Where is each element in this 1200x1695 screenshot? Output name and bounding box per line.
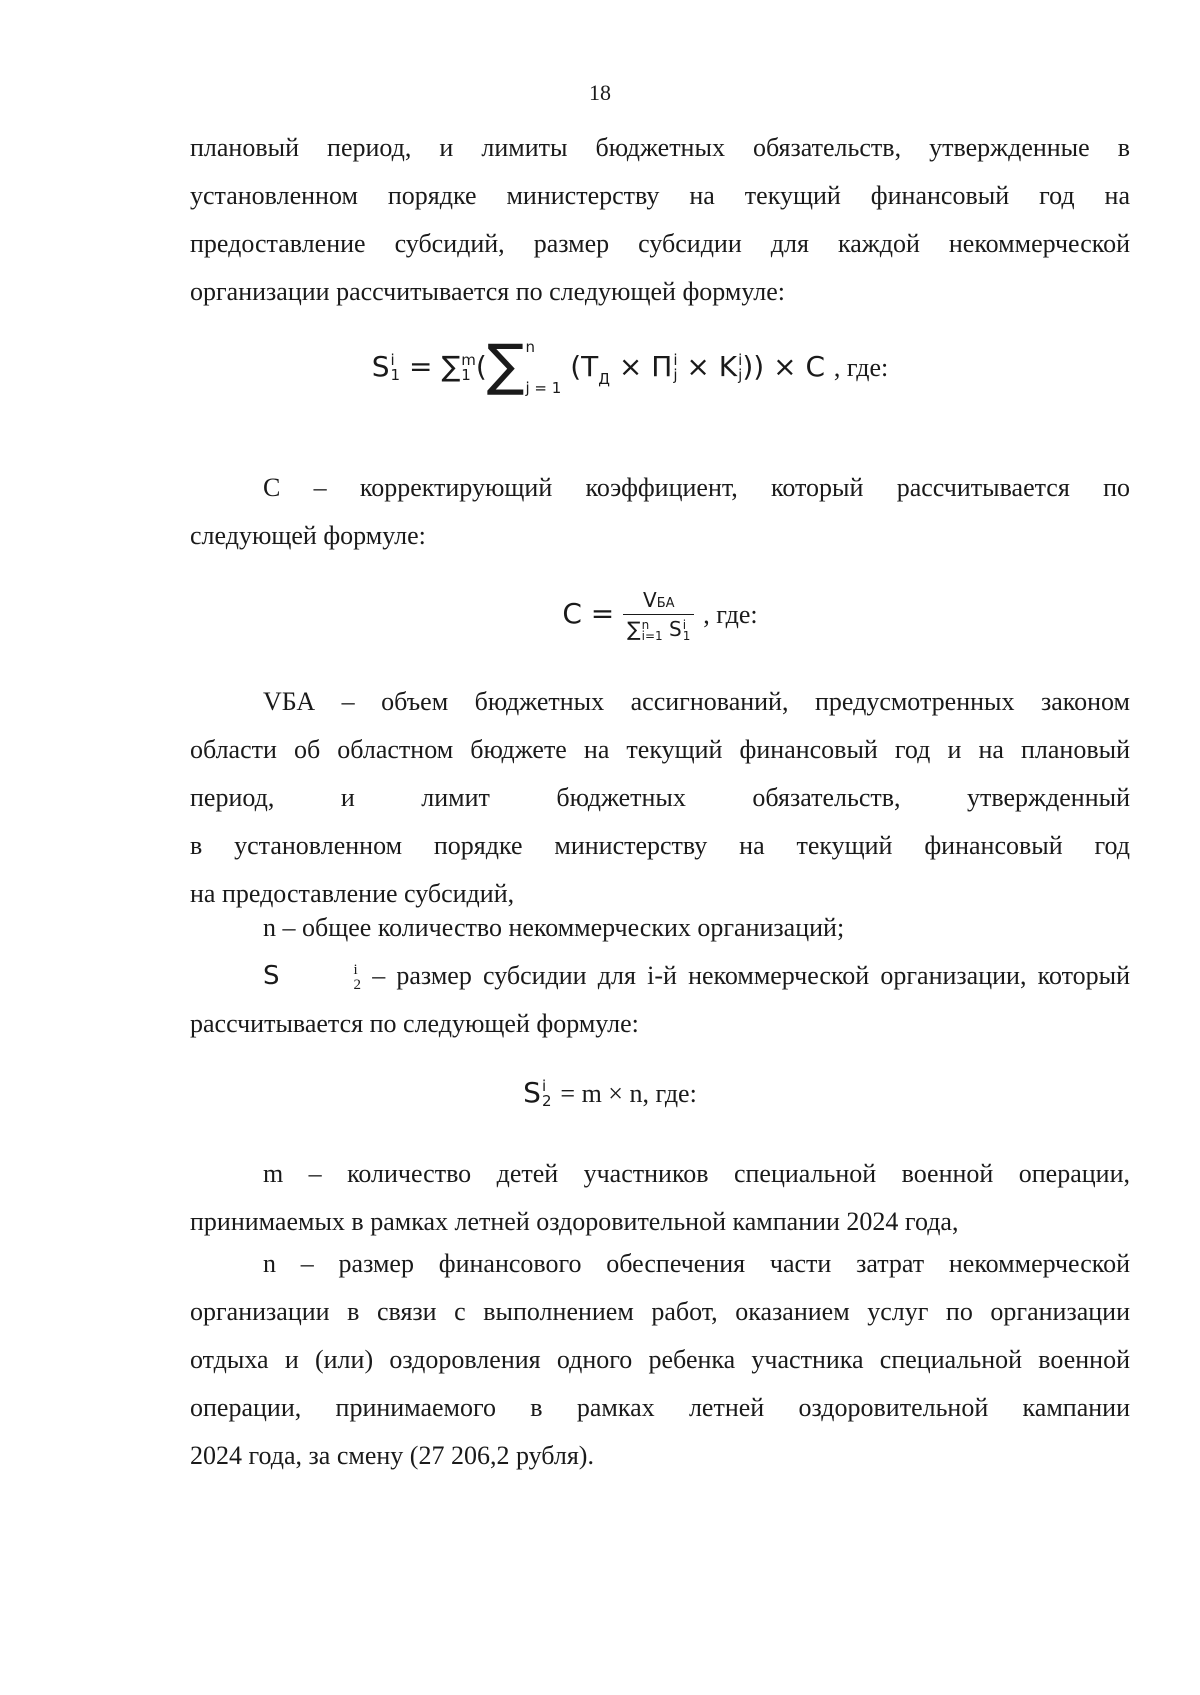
subscript: 1: [682, 628, 691, 643]
paren: )): [742, 350, 765, 383]
subscript: БА: [656, 596, 675, 611]
s2-def-line: [190, 952, 1130, 1000]
formula-tail: , где:: [833, 353, 889, 382]
fraction-denominator: [623, 615, 694, 642]
formula-tail: , где:: [703, 599, 758, 629]
subscript: j: [738, 366, 743, 384]
page-number: 18: [589, 80, 611, 105]
vba-def-line: в установленном порядке министерству на текущий финансовый год: [190, 831, 1130, 860]
sum-symbol: ∑: [627, 617, 641, 641]
fraction-numerator: [623, 588, 694, 615]
equals-sign: =: [408, 350, 433, 383]
n-cost-def-line: n – размер финансового обеспечения части затрат некоммерческой: [263, 1249, 1130, 1278]
numerator-symbol: V: [643, 588, 657, 612]
intro-line: плановый период, и лимиты бюджетных обязательств, утвержденные в: [190, 133, 1130, 162]
denominator-symbol: S: [669, 617, 682, 641]
n-def-line: n – общее количество некоммерческих организаций;: [263, 913, 845, 942]
s2-def-line: рассчитывается по следующей формуле:: [190, 1009, 639, 1038]
subscript: 2: [541, 1092, 552, 1110]
n-cost-def-line: операции, принимаемого в рамках летней оздоровительной кампании: [190, 1393, 1130, 1422]
formula-indices: [542, 1079, 552, 1109]
vba-def-line: области об областном бюджете на текущий финансовый год и на плановый: [190, 735, 1130, 764]
n-cost-def-line: организации в связи с выполнением работ, оказанием услуг по организации: [190, 1297, 1130, 1326]
fraction: [623, 588, 694, 642]
superscript: n: [525, 338, 535, 356]
formula-symbol: S: [371, 350, 390, 383]
intro-line: организации рассчитывается по следующей формуле:: [190, 277, 785, 306]
s2-definition: [190, 952, 1130, 1048]
superscript: i: [353, 962, 358, 979]
formula-term-p: П: [651, 350, 673, 383]
c-def-line: следующей формуле:: [190, 521, 426, 550]
m-definition: [190, 1150, 1130, 1246]
superscript: i: [738, 351, 743, 369]
sum-symbol: ∑: [441, 350, 461, 383]
paren: (: [475, 350, 487, 383]
formula-subsidy-s1: [30, 333, 1200, 398]
subscript: Д: [598, 370, 610, 388]
superscript: i: [390, 351, 395, 369]
times-sign: ×: [773, 350, 797, 383]
big-sum-symbol: ∑: [486, 333, 525, 398]
superscript: m: [461, 351, 476, 369]
formula-indices: [461, 353, 476, 383]
intro-line: установленном порядке министерству на текущий финансовый год на: [190, 181, 1130, 210]
n-cost-def-line: 2024 года, за смену (27 206,2 рубля).: [190, 1441, 594, 1470]
formula-indices: [673, 353, 677, 383]
subscript: 1: [461, 366, 471, 384]
formula-indices: [682, 617, 691, 643]
c-definition: [190, 464, 1130, 560]
intro-line: предоставление субсидий, размер субсидии для каждой некоммерческой: [190, 229, 1130, 258]
s2-def-text: – размер субсидии для i-й некоммерческой организации, который: [372, 961, 1131, 990]
s2-symbol: S: [263, 961, 280, 991]
superscript: i: [682, 617, 687, 632]
subscript: j = 1: [525, 379, 562, 397]
formula-coefficient-c: [60, 588, 1200, 642]
superscript: i: [541, 1077, 547, 1095]
formula-indices: [281, 963, 362, 993]
formula-subsidy-s2: [10, 1076, 1200, 1109]
formula-term-c: C: [805, 350, 826, 383]
times-sign: ×: [686, 350, 710, 383]
n-definition: [190, 904, 1130, 952]
vba-definition: [190, 678, 1130, 918]
c-def-line: С – корректирующий коэффициент, который рассчитывается по: [263, 473, 1130, 502]
superscript: i: [673, 351, 678, 369]
vba-def-line: на предоставление субсидий,: [190, 879, 515, 908]
n-cost-def-line: отдыха и (или) оздоровления одного ребенка участника специальной военной: [190, 1345, 1130, 1374]
subscript: 2: [353, 977, 362, 994]
equals-sign: =: [590, 596, 615, 630]
subscript: i=1: [641, 628, 663, 643]
formula-term-t: (T: [570, 350, 599, 383]
m-def-line: принимаемых в рамках летней оздоровительной кампании 2024 года,: [190, 1207, 959, 1236]
m-def-line: m – количество детей участников специальной военной операции,: [263, 1159, 1130, 1188]
superscript: n: [641, 617, 650, 632]
formula-term-c: C: [562, 596, 582, 630]
subscript: j: [673, 366, 678, 384]
n-cost-definition: [190, 1240, 1130, 1480]
formula-indices: [525, 340, 561, 396]
times-sign: ×: [618, 350, 643, 383]
formula-indices: [641, 617, 663, 643]
formula-symbol: S: [523, 1076, 541, 1109]
intro-paragraph: [190, 124, 1130, 316]
vba-def-line: VБА – объем бюджетных ассигнований, предусмотренных законом: [263, 687, 1130, 716]
vba-def-line: период, и лимит бюджетных обязательств, утвержденный: [190, 783, 1130, 812]
formula-tail: = m × n, где:: [560, 1079, 697, 1108]
subscript: 1: [390, 366, 401, 384]
formula-term-k: K: [718, 350, 738, 383]
formula-indices: [390, 353, 400, 383]
